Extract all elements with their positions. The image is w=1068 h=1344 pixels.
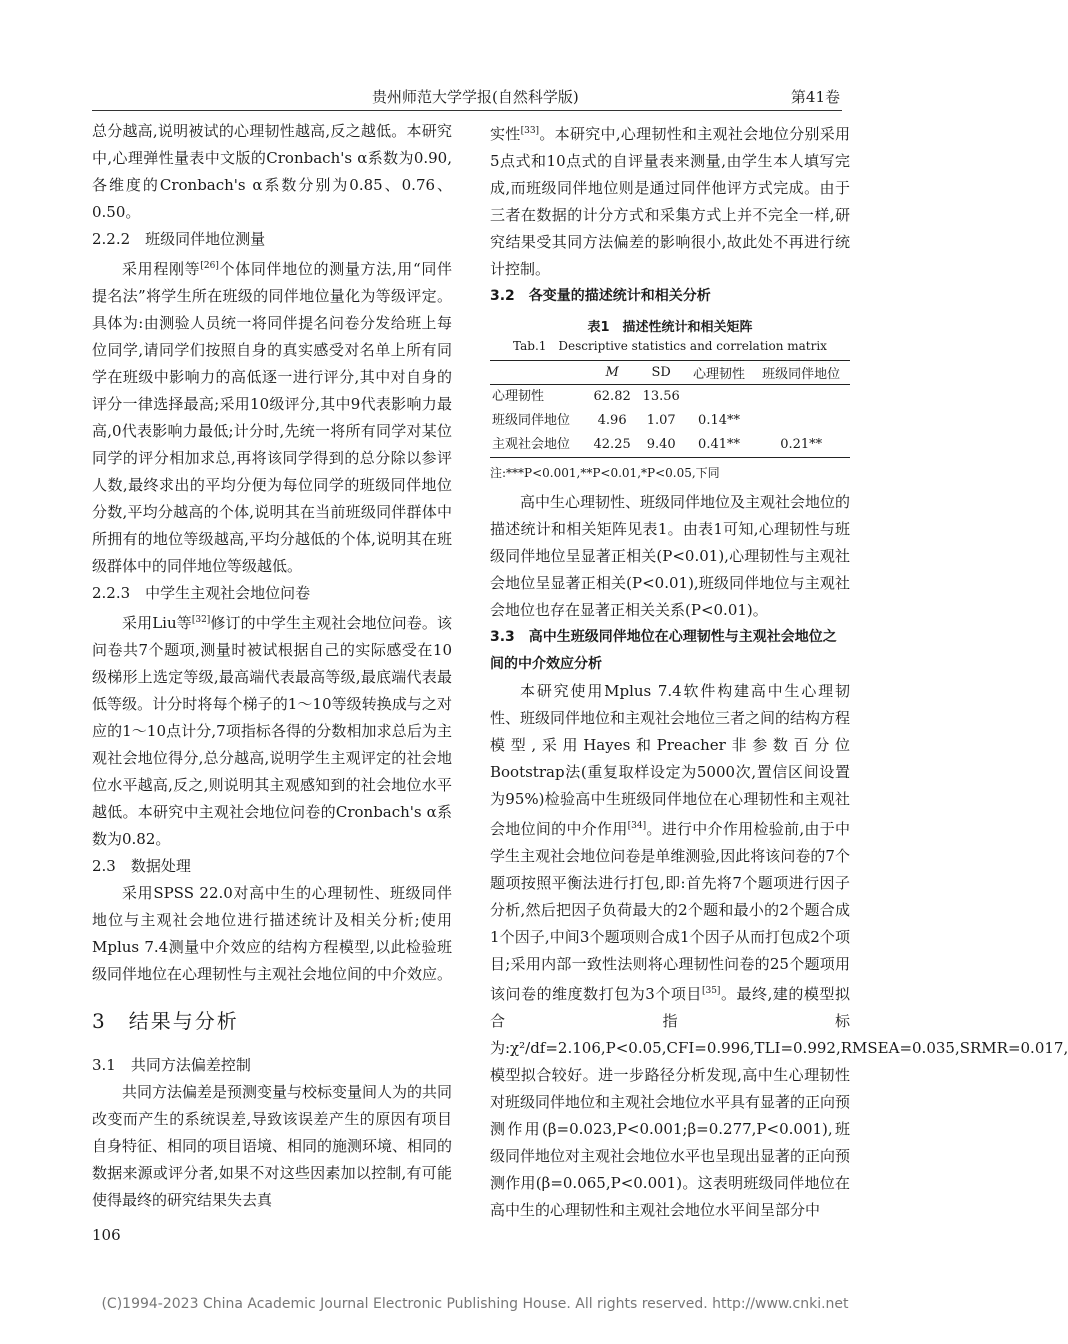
table-caption-en: Tab.1 Descriptive statistics and correlation matrix [513, 339, 827, 353]
table-note: 注:***P<0.001,**P<0.01,*P<0.05,下同 [490, 466, 720, 480]
table-cell: 4.96 [597, 413, 627, 428]
paragraph: 实性[33]。本研究中,心理韧性和主观社会地位分别采用5点式和10点式的自评量表来测量,由学生本人填写完成,而班级同伴地位则是通过同伴他评方式完成。由于三者在数据的计分方式和采集方式上并不完全一样,研究结果受其同方法偏差的影响很小,故此处不再进行统计控制。 [490, 125, 850, 278]
descriptive-stats-table [490, 360, 850, 458]
section-heading-3-2: 3.2 各变量的描述统计和相关分析 [490, 288, 711, 304]
citation[interactable]: [35] [701, 986, 721, 996]
section-heading-2-2-3: 2.2.3 中学生主观社会地位问卷 [92, 584, 311, 602]
table-header-cell: 心理韧性 [686, 361, 753, 385]
table-header-cell [490, 361, 588, 385]
section-heading-3: 3 结果与分析 [92, 1009, 239, 1033]
table-cell [686, 385, 753, 410]
section-heading-2-3: 2.3 数据处理 [92, 857, 191, 875]
table-header-cell: 班级同伴地位 [752, 361, 850, 385]
table-cell: 42.25 [588, 433, 637, 458]
volume-label: 第41卷 [790, 88, 840, 106]
table-header-cell: SD [637, 361, 686, 385]
table-row [490, 385, 850, 410]
table-cell: 班级同伴地位 [492, 413, 571, 428]
paragraph: 高中生心理韧性、班级同伴地位及主观社会地位的描述统计和相关矩阵见表1。由表1可知,心理韧性与班级同伴地位呈显著正相关(P<0.01),心理韧性与主观社会地位呈显著正相关(P<0.01),班级同伴地位与主观社会地位也存在显著正相关关系(P<0.01)。 [490, 493, 851, 619]
paragraph: 共同方法偏差是预测变量与校标变量间人为的共同改变而产生的系统误差,导致该误差产生的原因有项目自身特征、相同的项目语境、相同的施测环境、相同的数据来源或评分者,如果不对这些因素加以控制,有可能使得最终的研究结果失去真 [92, 1083, 453, 1209]
table-cell: 1.07 [646, 413, 676, 428]
table-row [490, 433, 850, 458]
table-cell: 13.56 [642, 389, 680, 404]
running-header [92, 84, 842, 111]
citation[interactable]: [33] [520, 126, 540, 136]
right-column [490, 118, 1068, 1224]
citation[interactable]: [34] [627, 821, 647, 831]
table-header-cell: M [588, 361, 637, 385]
paragraph: 采用程刚等[26]个体同伴地位的测量方法,用“同伴提名法”将学生所在班级的同伴地位量化为等级评定。具体为:由测验人员统一将同伴提名问卷分发给班上每位同学,请同学们按照自身的真实感受对名单上所有同学在班级中影响力的高低逐一进行评分,其中对自身的评分一律选择最高;采用10级评分,其中9代表影响力最高,0代表影响力最低;计分时,先统一将所有同学对某位同学的评分相加求总,再将该同学得到的总分除以参评人数,最终求出的平均分便为每位同学的班级同伴地位分数,平均分越高的个体,说明其在当前班级同伴群体中所拥有的地位等级越高,平均分越低的个体,说明其在班级群体中的同伴地位等级越低。 [92, 260, 452, 575]
citation[interactable]: [26] [200, 261, 219, 271]
paragraph: 总分越高,说明被试的心理韧性越高,反之越低。本研究中,心理弹性量表中文版的Cronbach's α系数为0.90,各维度的Cronbach's α系数分别为0.85、0.76、0.50。 [92, 122, 452, 221]
table-caption-cn: 表1 描述性统计和相关矩阵 [587, 320, 753, 335]
table-cell [752, 409, 850, 433]
table-cell: 主观社会地位 [490, 433, 588, 458]
copyright-watermark: (C)1994-2023 China Academic Journal Electronic Publishing House. All rights reserved. http://www.cnki.net [101, 1296, 849, 1312]
table-cell: 0.41** [686, 433, 753, 458]
table-cell [752, 385, 850, 410]
table-cell: 62.82 [593, 389, 631, 404]
journal-title: 贵州师范大学学报(自然科学版) [372, 88, 579, 106]
section-heading-2-2-2: 2.2.2 班级同伴地位测量 [92, 230, 266, 248]
paragraph: 采用Liu等[32]修订的中学生主观社会地位问卷。该问卷共7个题项,测量时被试根据自己的实际感受在10级梯形上选定等级,最高端代表最高等级,最底端代表最低等级。计分时将每个梯子的1～10等级转换成与之对应的1～10点计分,7项指标各得的分数相加求总后为主观社会地位得分,总分越高,说明学生主观评定的社会地位水平越高,反之,则说明其主观感知到的社会地位水平越低。本研究中主观社会地位问卷的Cronbach's α系数为0.82。 [92, 614, 452, 848]
table-cell: 0.14** [698, 413, 740, 428]
paragraph: 本研究使用Mplus 7.4软件构建高中生心理韧性、班级同伴地位和主观社会地位三者之间的结构方程模型,采用Hayes和Preacher非参数百分位Bootstrap法(重复取样设定为5000次,置信区间设置为95%)检验高中生班级同伴地位在心理韧性和主观社会地位间的中介作用[34]。进行中介作用检验前,由于中学生主观社会地位问卷是单维测验,因此将该问卷的7个题项按照平衡法进行打包,即:首先将7个题项进行因子分析,然后把因子负荷最大的2个题和最小的2个题合成1个因子,中间3个题项则合成1个因子从而打包成2个项目;采用内部一致性法则将心理韧性问卷的25个题项用该问卷的维度数打包为3个项目[35]。最终,建的模型拟合指标为:χ²/df=2.106,P<0.05,CFI=0.996,TLI=0.992,RMSEA=0.035,SRMR=0.017,模型拟合较好。进一步路径分析发现,高中生心理韧性对班级同伴地位和主观社会地位水平具有显著的正向预测作用(β=0.023,P<0.001;β=0.277,P<0.001),班级同伴地位对主观社会地位水平也呈现出显著的正向预测作用(β=0.065,P<0.001)。这表明班级同伴地位在高中生的心理韧性和主观社会地位水平间呈部分中 [490, 682, 1068, 1219]
paragraph: 采用SPSS 22.0对高中生的心理韧性、班级同伴地位与主观社会地位进行描述统计及相关分析;使用Mplus 7.4测量中介效应的结构方程模型,以此检验班级同伴地位在心理韧性与主观社会地位间的中介效应。 [92, 884, 453, 983]
table-cell: 0.21** [752, 433, 850, 458]
table-cell: 心理韧性 [492, 389, 545, 404]
left-column [92, 118, 452, 1214]
section-heading-3-3: 3.3 高中生班级同伴地位在心理韧性与主观社会地位之间的中介效应分析 [490, 629, 837, 672]
page-number: 106 [92, 1226, 121, 1244]
citation[interactable]: [32] [191, 615, 211, 625]
table-header-row [490, 361, 850, 385]
table-cell: 9.40 [637, 433, 686, 458]
section-heading-3-1: 3.1 共同方法偏差控制 [92, 1056, 251, 1074]
table-row [490, 409, 850, 433]
